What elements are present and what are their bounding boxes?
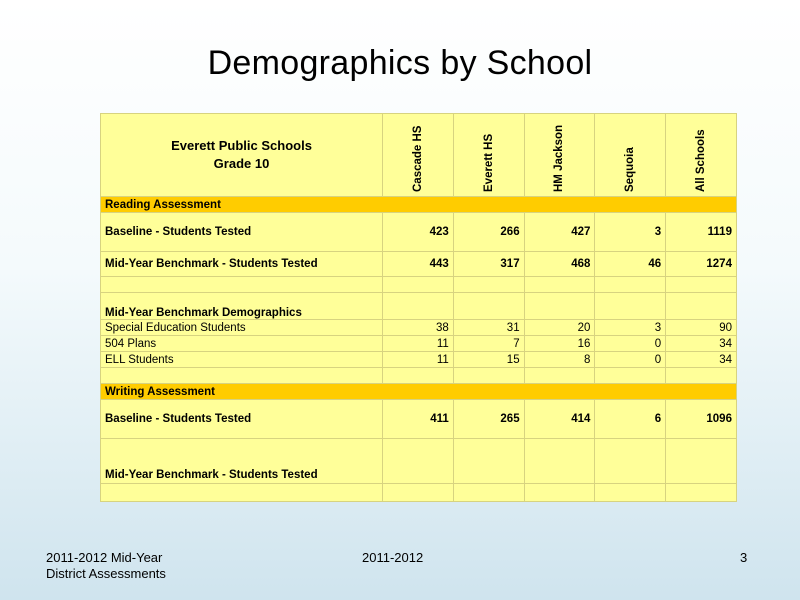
table-header-title (101, 114, 383, 197)
cell-value: 443 (383, 252, 454, 277)
cell-value: 8 (524, 352, 595, 368)
column-header-label: Cascade HS (411, 125, 424, 192)
cell-value: 266 (453, 213, 524, 252)
page-number: 3 (740, 550, 748, 565)
column-header-sequoia (595, 114, 666, 197)
footer-left-line2: District Assessments (46, 566, 166, 581)
cell-value: 16 (524, 336, 595, 352)
cell-value: 20 (524, 320, 595, 336)
cell-value: 414 (524, 400, 595, 439)
column-header-everett (453, 114, 524, 197)
table-row (101, 213, 737, 252)
cell-value: 427 (524, 213, 595, 252)
row-label: Mid-Year Benchmark - Students Tested (101, 439, 383, 484)
footer-left (46, 550, 166, 582)
row-label: Mid-Year Benchmark Demographics (101, 293, 383, 320)
column-header-jackson (524, 114, 595, 197)
table-row (101, 293, 737, 320)
column-header-cascade (383, 114, 454, 197)
cell-value: 423 (383, 213, 454, 252)
cell-value: 1274 (666, 252, 737, 277)
header-line-district: Everett Public Schools (171, 138, 312, 153)
slide-title (0, 44, 800, 83)
cell-value: 15 (453, 352, 524, 368)
cell-value: 265 (453, 400, 524, 439)
table-row-empty (101, 277, 737, 293)
row-label: ELL Students (101, 352, 383, 368)
row-label: 504 Plans (101, 336, 383, 352)
section-row-writing (101, 384, 737, 400)
table-row (101, 252, 737, 277)
cell-value: 0 (595, 352, 666, 368)
section-label: Writing Assessment (101, 384, 737, 400)
cell-value: 38 (383, 320, 454, 336)
table-row-empty (101, 368, 737, 384)
column-header-label: All Schools (695, 129, 708, 192)
cell-value: 34 (666, 352, 737, 368)
footer-left-line1: 2011-2012 Mid-Year (46, 550, 163, 565)
cell-value: 411 (383, 400, 454, 439)
row-label: Mid-Year Benchmark - Students Tested (101, 252, 383, 277)
cell-value: 1096 (666, 400, 737, 439)
column-header-label: Sequoia (624, 147, 637, 192)
cell-value: 31 (453, 320, 524, 336)
cell-value: 34 (666, 336, 737, 352)
footer-center: 2011-2012 (362, 550, 424, 565)
cell-value: 46 (595, 252, 666, 277)
table-row (101, 336, 737, 352)
column-header-all (666, 114, 737, 197)
cell-value: 3 (595, 213, 666, 252)
slide-title-part2: by School (440, 44, 593, 82)
table-row (101, 400, 737, 439)
table-row (101, 352, 737, 368)
slide-title-part1: Demographics (207, 44, 431, 82)
cell-value: 6 (595, 400, 666, 439)
cell-value: 1119 (666, 213, 737, 252)
cell-value: 317 (453, 252, 524, 277)
section-row-reading (101, 197, 737, 213)
demographics-table (100, 113, 737, 502)
cell-value: 3 (595, 320, 666, 336)
column-header-label: HM Jackson (553, 124, 566, 192)
table-row (101, 439, 737, 484)
cell-value: 11 (383, 336, 454, 352)
row-label: Special Education Students (101, 320, 383, 336)
cell-value: 468 (524, 252, 595, 277)
cell-value: 7 (453, 336, 524, 352)
header-line-grade: Grade 10 (213, 156, 270, 171)
column-header-label: Everett HS (482, 133, 495, 192)
row-label: Baseline - Students Tested (101, 400, 383, 439)
cell-value: 0 (595, 336, 666, 352)
table-header-row (101, 114, 737, 197)
section-label: Reading Assessment (101, 197, 737, 213)
cell-value: 90 (666, 320, 737, 336)
table-row-empty (101, 484, 737, 502)
table-row (101, 320, 737, 336)
cell-value: 11 (383, 352, 454, 368)
row-label: Baseline - Students Tested (101, 213, 383, 252)
